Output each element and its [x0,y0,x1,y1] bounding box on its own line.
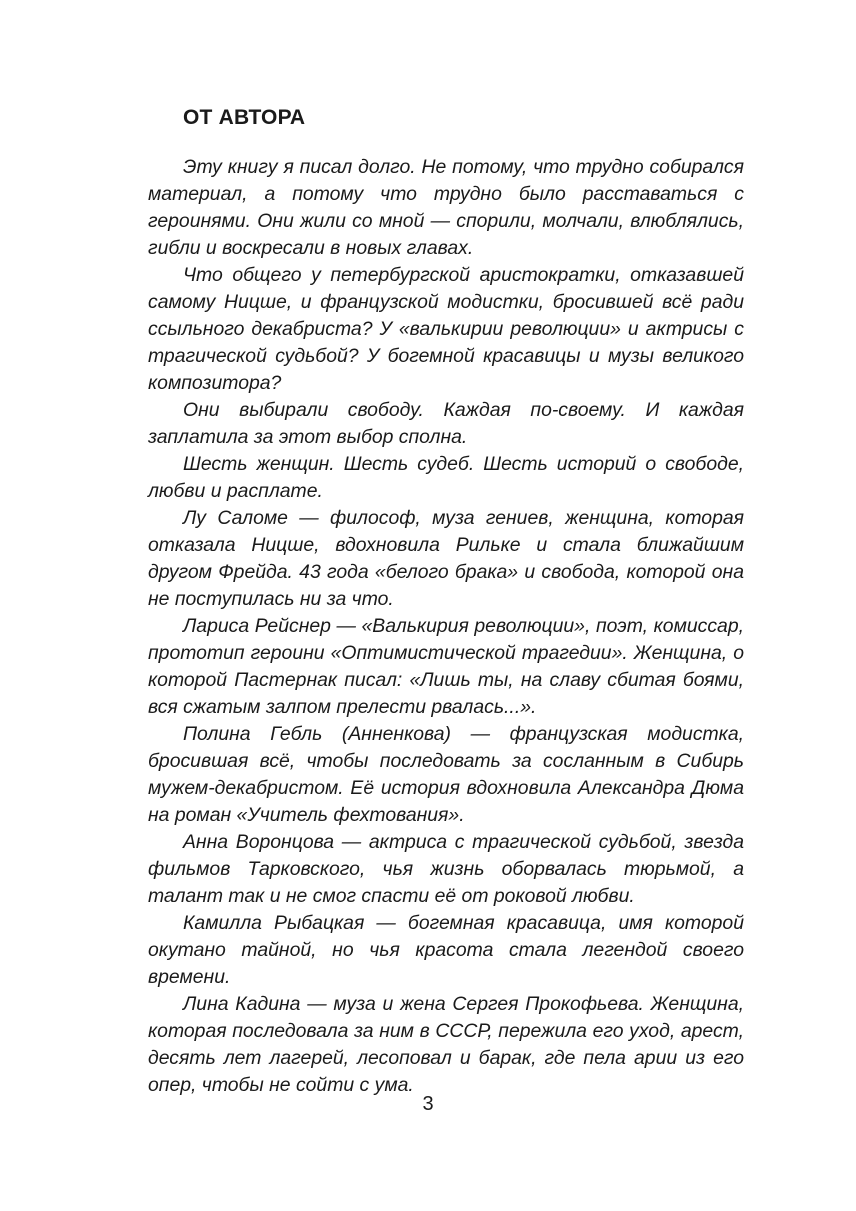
paragraph: Они выбирали свободу. Каждая по-своему. И каждая заплатила за этот выбор сполна. [148,399,744,448]
paragraph: Шесть женщин. Шесть судеб. Шесть историй о свободе, любви и расплате. [148,453,744,502]
paragraph: Что общего у петербургской аристократки, отказавшей самому Ницше, и французской модистки, бросившей всё ради ссыльного декабриста? У «валькирии революции» и актрисы с трагической судьбой? У богемной красавицы и музы великого композитора? [148,264,744,394]
paragraph: Анна Воронцова — актриса с трагической судьбой, звезда фильмов Тарковского, чья жизнь оборвалась тюрьмой, а талант так и не смог спасти её от роковой любви. [148,831,744,907]
paragraph: Лу Саломе — философ, муза гениев, женщина, которая отказала Ницше, вдохновила Рильке и стала ближайшим другом Фрейда. 43 года «белого брака» и свобода, которой она не поступилась ни за что. [148,507,744,610]
paragraph: Лариса Рейснер — «Валькирия революции», поэт, комиссар, прототип героини «Оптимистической трагедии». Женщина, о которой Пастернак писал: «Лишь ты, на славу сбитая боями, вся сжатым залпом прелести рвалась...». [148,615,744,718]
body-text [148,154,744,1099]
section-heading: ОТ АВТОРА [183,106,306,129]
paragraph: Камилла Рыбацкая — богемная красавица, имя которой окутано тайной, но чья красота стала легендой своего времени. [148,912,744,988]
paragraph: Полина Гебль (Анненкова) — французская модистка, бросившая всё, чтобы последовать за сосланным в Сибирь мужем-декабристом. Её история вдохновила Александра Дюма на роман «Учитель фехтования». [148,723,744,826]
paragraph: Эту книгу я писал долго. Не потому, что трудно собирался материал, а потому что трудно было расставаться с героинями. Они жили со мной — спорили, молчали, влюблялись, гибли и воскресали в новых главах. [148,156,744,259]
paragraph: Лина Кадина — муза и жена Сергея Прокофьева. Женщина, которая последовала за ним в СССР, пережила его уход, арест, десять лет лагерей, лесоповал и барак, где пела арии из его опер, чтобы не сойти с ума. [148,993,744,1096]
page-number: 3 [422,1093,434,1115]
